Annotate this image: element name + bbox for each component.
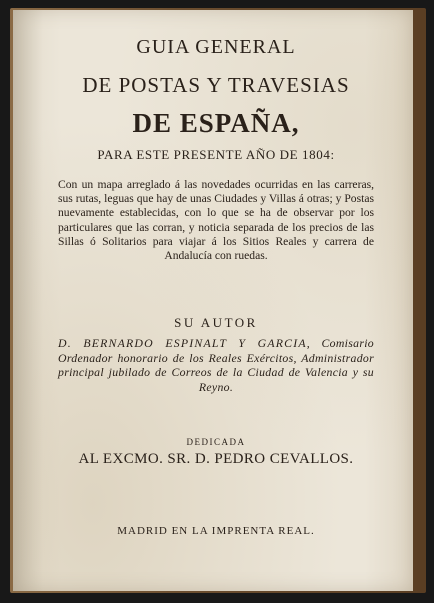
- dedication-line: AL EXCMO. SR. D. PEDRO CEVALLOS.: [78, 451, 354, 467]
- author-heading: SU AUTOR: [174, 315, 258, 330]
- author-name: D. BERNARDO ESPINALT Y GARCIA,: [58, 336, 311, 350]
- title-line-3: DE ESPAÑA,: [132, 108, 300, 138]
- description-paragraph: Con un mapa arreglado á las novedades ocurridas en las carreras, sus rutas, leguas que hay de unas Ciudades y Villas á otras; y Postas nuevamente establecidas, con lo que se ha de observar por los particulares que las corran, y noticia separada de los precios de las Sillas ó Solitarios para viajar á los Sitios Reales y carrera de Andalucía con ruedas.: [58, 178, 374, 263]
- title-year-line: PARA ESTE PRESENTE AÑO DE 1804:: [97, 147, 335, 162]
- title-line-2: DE POSTAS Y TRAVESIAS: [82, 73, 350, 97]
- author-title: Comisario Ordenador honorario de los Reales Exércitos, Administrador principal jubilado de Correos de la Ciudad de Valencia y su Reyno.: [58, 336, 375, 394]
- dedication-label: DEDICADA: [186, 437, 246, 447]
- imprint-line: MADRID EN LA IMPRENTA REAL.: [117, 525, 315, 537]
- title-line-1: GUIA GENERAL: [136, 36, 296, 58]
- author-block: [58, 336, 374, 394]
